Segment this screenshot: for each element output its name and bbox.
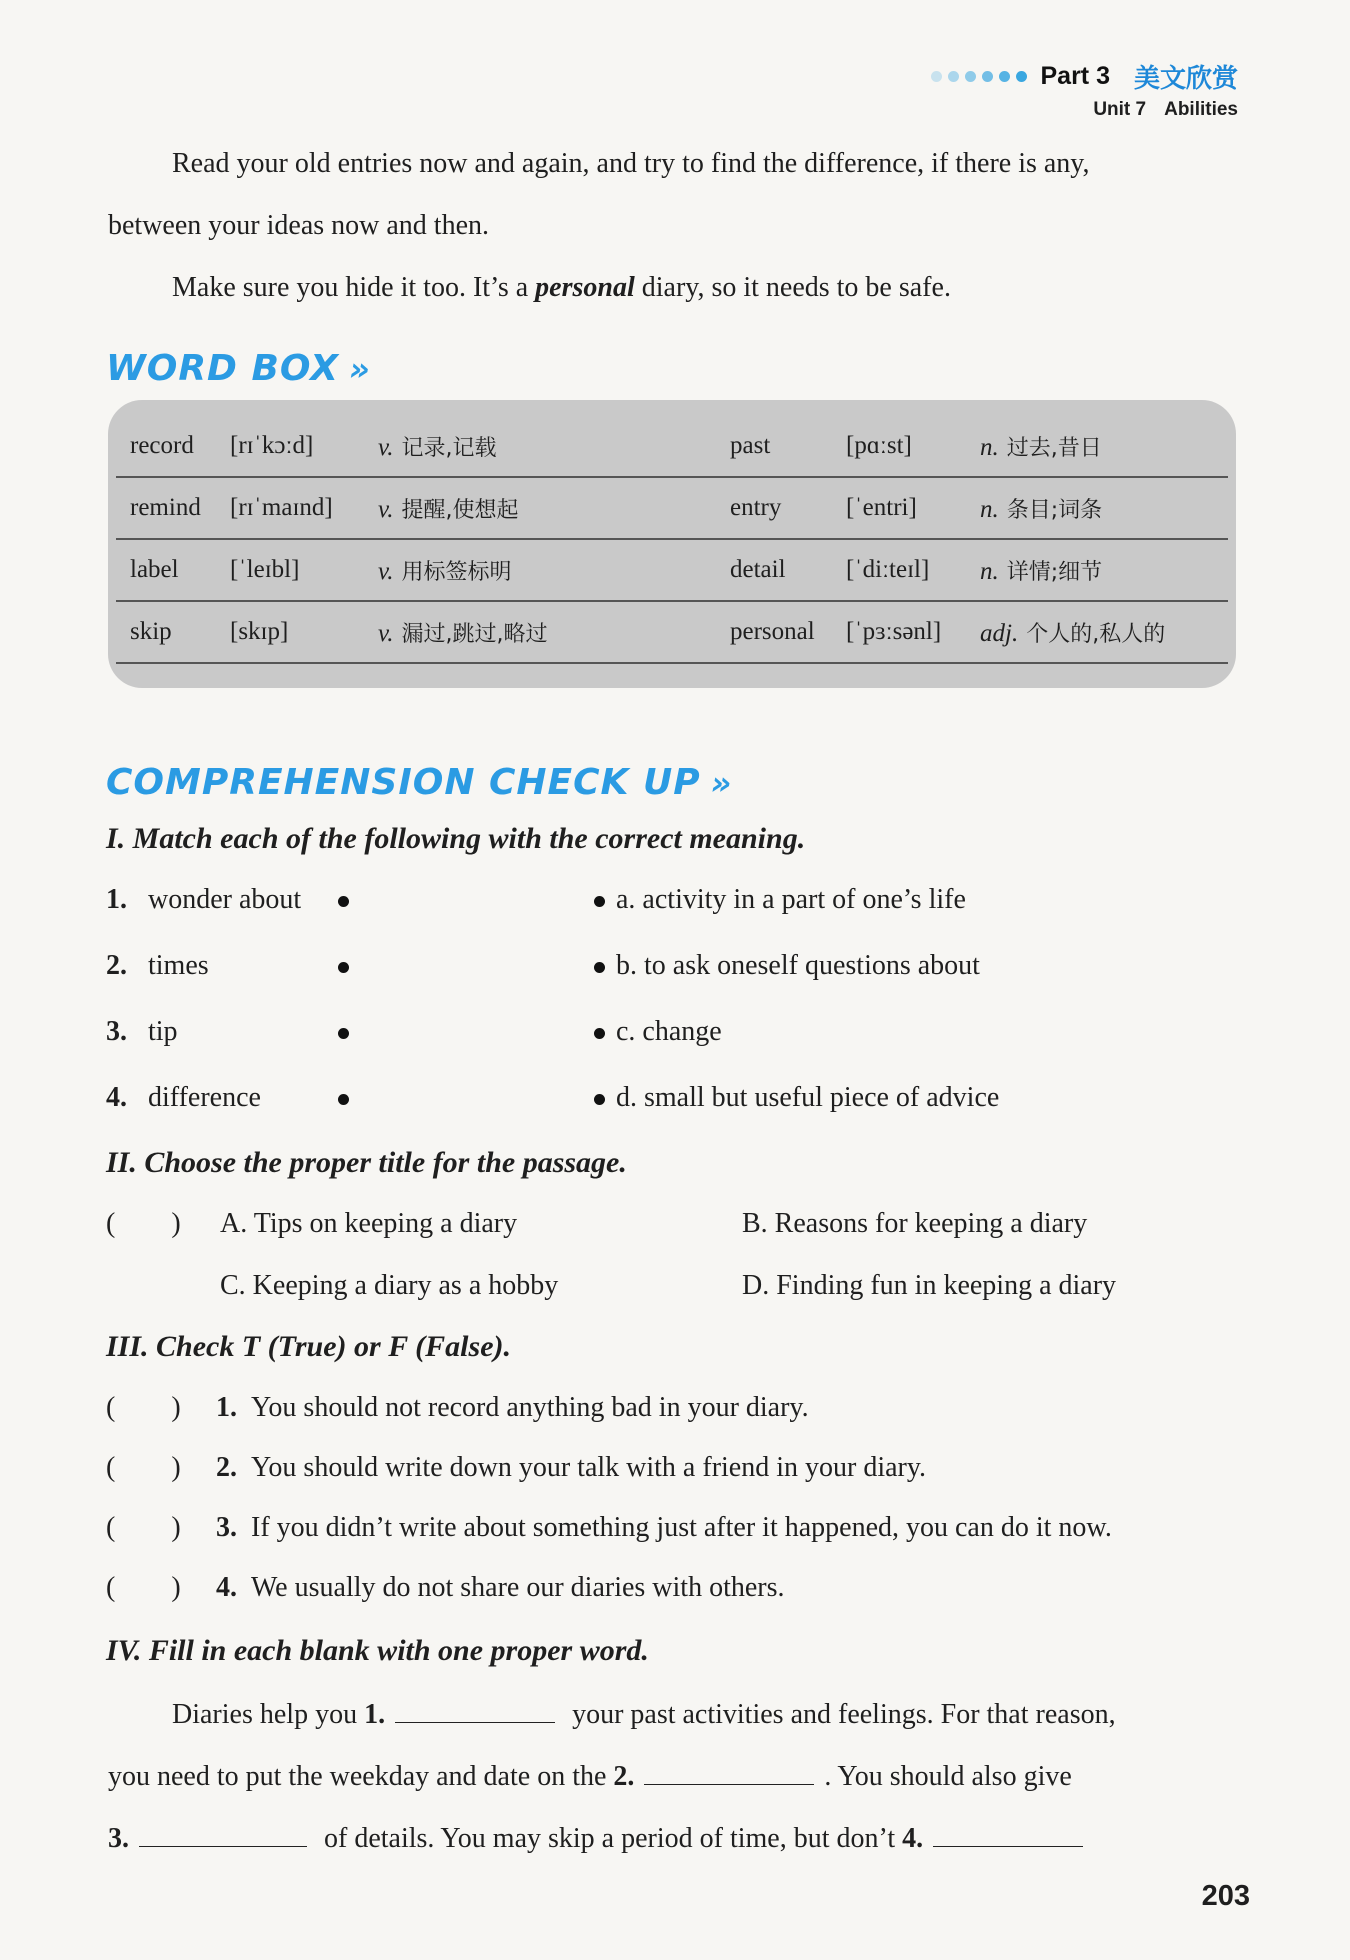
word-row: skip [skɪp] v. 漏过,跳过,略过 personal [ˈpɜːsənl] adj. 个人的,私人的 — [116, 602, 1228, 664]
fill-blank-line-1: Diaries help you 1. your past activities and feelings. For that reason, — [108, 1696, 1238, 1733]
page-header — [931, 58, 1239, 121]
match-item: 4. difference d. small but useful piece of advice — [106, 1082, 1000, 1113]
answer-parentheses[interactable]: ( ) — [106, 1512, 181, 1543]
section-1-heading: I. Match each of the following with the correct meaning. — [106, 822, 806, 855]
match-item: 2. times b. to ask oneself questions about — [106, 950, 980, 981]
match-dot-left[interactable] — [338, 896, 349, 907]
comprehension-title: COMPREHENSION CHECK UP » — [106, 762, 733, 803]
match-dot-right[interactable] — [594, 1028, 605, 1039]
part-label: Part 3 — [1040, 62, 1110, 90]
intro-paragraph-1a: Read your old entries now and again, and try to find the difference, if there is any, — [172, 148, 1090, 179]
option-d[interactable]: D. Finding fun in keeping a diary — [742, 1270, 1117, 1301]
answer-parentheses[interactable]: ( ) — [106, 1392, 181, 1423]
match-dot-left[interactable] — [338, 1094, 349, 1105]
answer-parentheses[interactable]: ( ) — [106, 1452, 181, 1483]
section-4-heading: IV. Fill in each blank with one proper word. — [106, 1634, 649, 1667]
word-row: label [ˈleɪbl] v. 用标签标明 detail [ˈdiːteɪl] n. 详情;细节 — [116, 540, 1228, 602]
unit-label: Unit 7 — [1093, 99, 1147, 120]
intro-paragraph-1b: between your ideas now and then. — [108, 210, 489, 241]
word-row: remind [rɪˈmaɪnd] v. 提醒,使想起 entry [ˈentri] n. 条目;词条 — [116, 478, 1228, 540]
answer-parentheses[interactable]: ( ) — [106, 1208, 181, 1239]
double-chevron-icon: » — [710, 764, 733, 802]
word-row: record [rɪˈkɔːd] v. 记录,记载 past [pɑːst] n. 过去,昔日 — [116, 416, 1228, 478]
fill-blank-line-2: you need to put the weekday and date on the 2. . You should also give — [108, 1758, 1238, 1795]
answer-parentheses[interactable]: ( ) — [106, 1572, 181, 1603]
blank-2[interactable] — [644, 1758, 814, 1785]
unit-title: Abilities — [1164, 99, 1238, 120]
blank-3[interactable] — [139, 1820, 307, 1847]
match-item: 1. wonder about a. activity in a part of one’s life — [106, 884, 966, 915]
true-false-item: ( ) 4. We usually do not share our diaries with others. — [106, 1572, 785, 1603]
blank-4[interactable] — [933, 1820, 1083, 1847]
intro-paragraph-2: Make sure you hide it too. It’s a personal diary, so it needs to be safe. — [172, 272, 951, 303]
word-box-table — [108, 400, 1236, 688]
section-2-heading: II. Choose the proper title for the passage. — [106, 1146, 627, 1179]
option-b[interactable]: B. Reasons for keeping a diary — [742, 1208, 1088, 1239]
true-false-item: ( ) 1. You should not record anything bad in your diary. — [106, 1392, 809, 1423]
double-chevron-icon: » — [348, 350, 371, 388]
part-chinese-label: 美文欣赏 — [1133, 64, 1238, 94]
word-box-title: WORD BOX » — [106, 348, 371, 389]
match-dot-left[interactable] — [338, 962, 349, 973]
emphasized-word: personal — [535, 272, 635, 303]
blank-1[interactable] — [395, 1696, 555, 1723]
page-number: 203 — [1201, 1880, 1250, 1912]
fill-blank-line-3: 3. of details. You may skip a period of time, but don’t 4. — [108, 1820, 1238, 1857]
true-false-item: ( ) 2. You should write down your talk with a friend in your diary. — [106, 1452, 927, 1483]
decorative-dots-icon — [931, 71, 1027, 82]
option-a[interactable]: A. Tips on keeping a diary — [220, 1208, 518, 1239]
match-item: 3. tip c. change — [106, 1016, 722, 1047]
match-dot-left[interactable] — [338, 1028, 349, 1039]
section-3-heading: III. Check T (True) or F (False). — [106, 1330, 511, 1363]
match-dot-right[interactable] — [594, 962, 605, 973]
match-dot-right[interactable] — [594, 1094, 605, 1105]
true-false-item: ( ) 3. If you didn’t write about something just after it happened, you can do it now. — [106, 1512, 1112, 1543]
option-c[interactable]: C. Keeping a diary as a hobby — [220, 1270, 559, 1301]
match-dot-right[interactable] — [594, 896, 605, 907]
